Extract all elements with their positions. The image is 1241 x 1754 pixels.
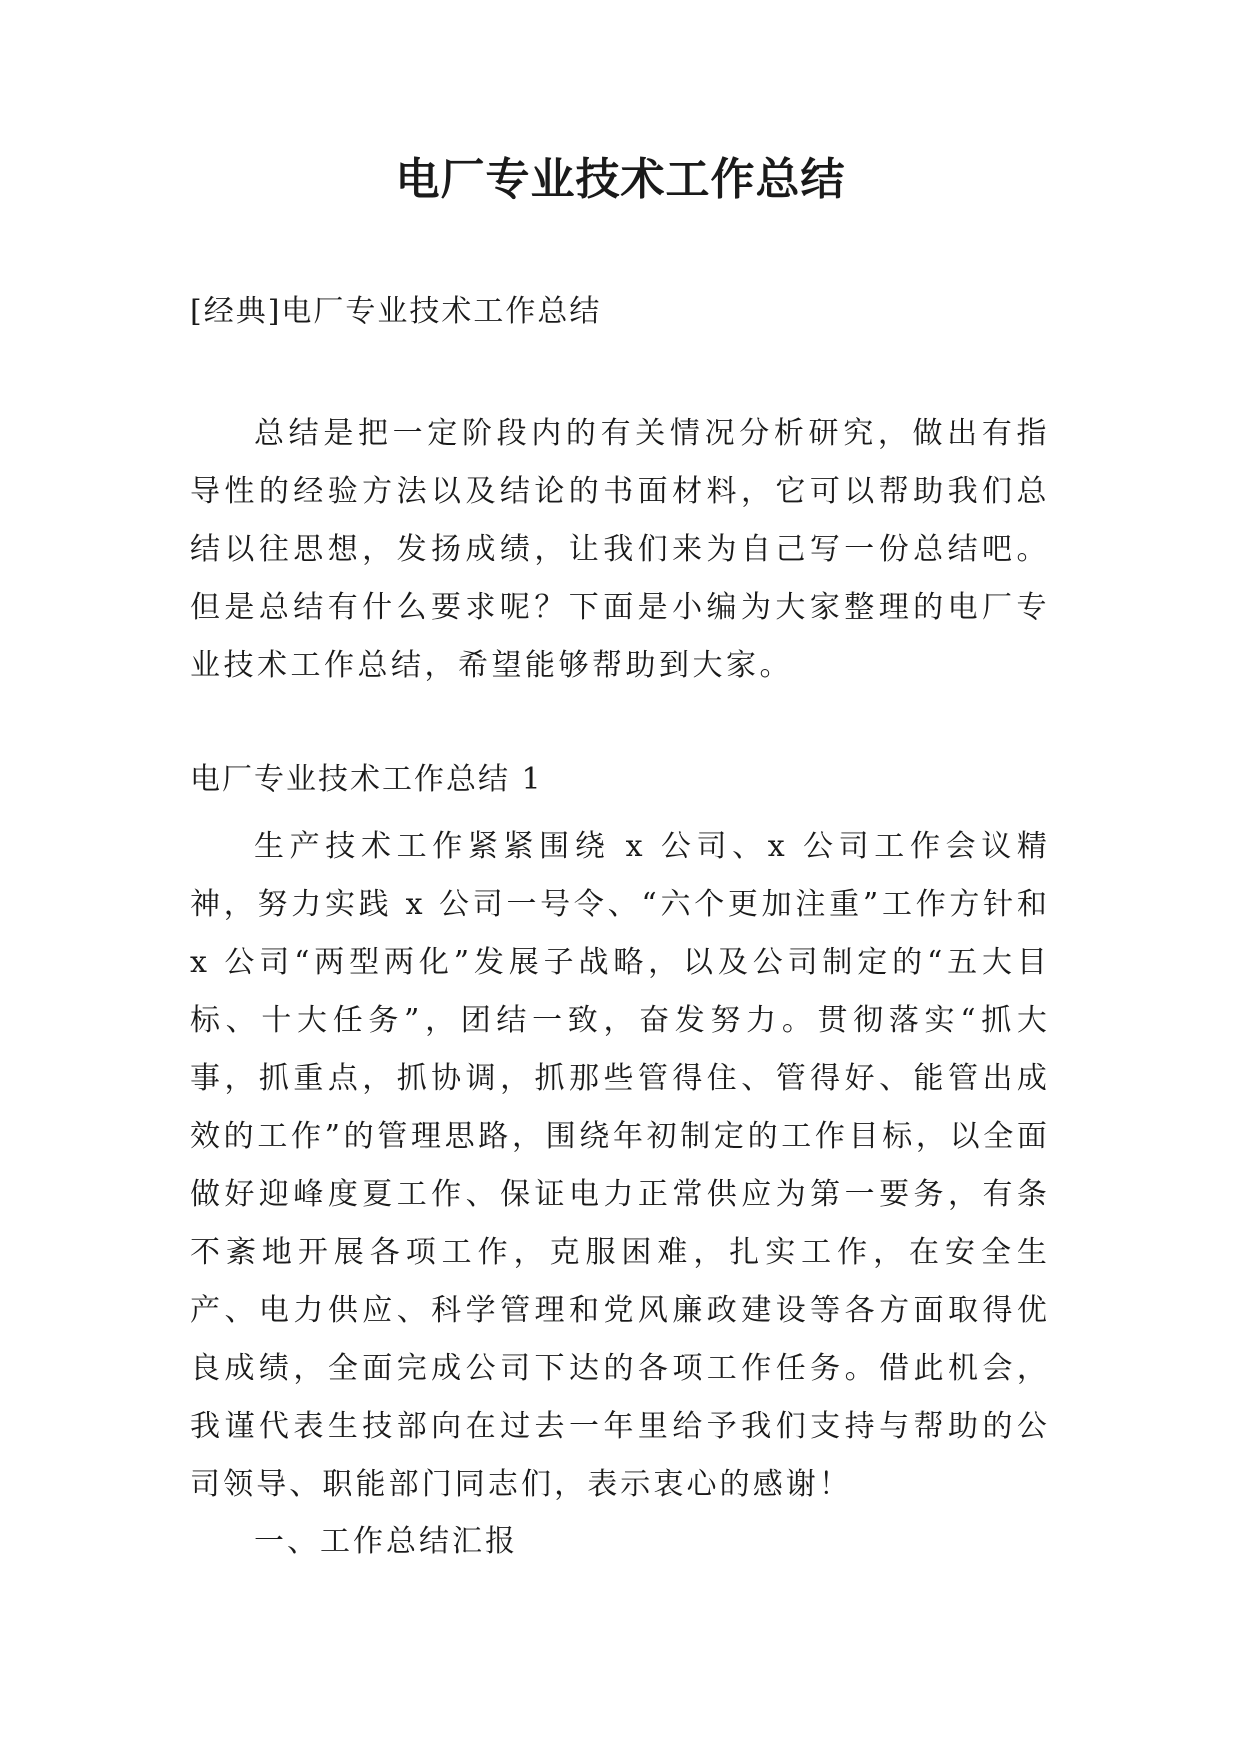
sub-heading: 一、工作总结汇报 — [254, 1524, 518, 1559]
document-title: 电厂专业技术工作总结 — [395, 154, 846, 205]
section-heading: 电厂专业技术工作总结 1 — [190, 762, 543, 797]
intro-paragraph: 总结是把一定阶段内的有关情况分析研究，做出有指导性的经验方法以及结论的书面材料，它可以帮助我们总结以往思想，发扬成绩，让我们来为自己写一份总结吧。但是总结有什么要求呢？下面是小编为大家整理的电厂专业技术工作总结，希望能够帮助到大家。 — [190, 416, 1050, 683]
document-subtitle: [经典]电厂专业技术工作总结 — [190, 294, 602, 329]
body-paragraph: 生产技术工作紧紧围绕 x 公司、x 公司工作会议精神，努力实践 x 公司一号令、“六个更加注重”工作方针和 x 公司“两型两化”发展子战略，以及公司制定的“五大目标、十大任务”，团结一致，奋发努力。贯彻落实“抓大事，抓重点，抓协调，抓那些管得住、管得好、能管出成效的工作”的管理思路，围绕年初制定的工作目标，以全面做好迎峰度夏工作、保证电力正常供应为第一要务，有条不紊地开展各项工作，克服困难，扎实工作，在安全生产、电力供应、科学管理和党风廉政建设等各方面取得优良成绩，全面完成公司下达的各项工作任务。借此机会，我谨代表生技部向在过去一年里给予我们支持与帮助的公司领导、职能部门同志们，表示衷心的感谢！ — [190, 829, 1050, 1502]
